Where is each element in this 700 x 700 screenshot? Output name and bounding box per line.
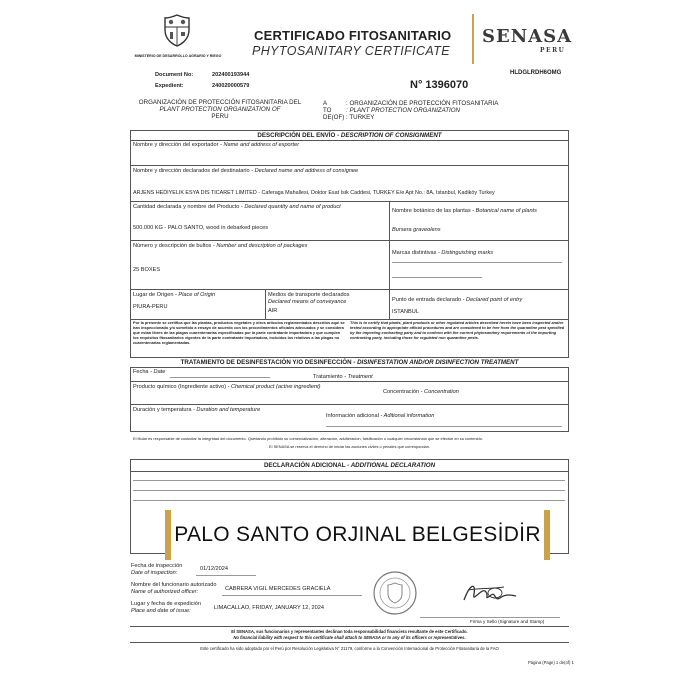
chemical-label: Producto químico (Ingrediente activo) - Chemical product (active ingredient) — [133, 384, 321, 390]
exporter-label: Nombre y dirección del exportador - Name and address of exporter — [133, 142, 300, 148]
transport-label-es: Medios de transporte declarados — [268, 292, 350, 298]
document-no-value: 202400193944 — [212, 72, 250, 78]
org-to-label: TO — [323, 107, 332, 114]
disclaimer-1: El titular es responsable de custodiar la integridad del documento. Quedando prohibido su comercialización, alteración, adulteración, falsificación o cualquier circunstancia que se efectúe en su contenido. — [133, 436, 483, 441]
inspection-date-label-es: Fecha de inspección — [131, 563, 183, 569]
officer-label-en: Name of authorized officer: — [131, 589, 199, 595]
certificate-number: N° 1396070 — [410, 79, 469, 91]
org-de-of-label: DE(OF) — [323, 114, 345, 121]
treatment-date-label: Fecha - Date — [133, 369, 166, 375]
origin-value: PIURA-PERU — [133, 304, 168, 310]
expedient-label: Expedient: — [155, 83, 184, 89]
legal-note: Este certificado ha sido adoptado por el Perú por Resolución Legislativa N° 21179, conforme a la Convención Internacional de Protección Fitosanitaria de la FAO — [200, 646, 499, 651]
consignee-label: Nombre y dirección declarados del destinatario - Declared name and address of consignee — [133, 168, 359, 174]
transport-label-en: Declared means of conveyance — [268, 299, 347, 305]
inspection-date-value: 01/12/2024 — [200, 566, 228, 572]
place-label-es: Lugar y fecha de expedición — [131, 601, 201, 607]
transport-value: AIR — [268, 308, 278, 314]
authenticity-banner — [165, 510, 550, 560]
certificate-code: HLDGLRDH6OMG — [510, 70, 562, 76]
consignment-title-es: DESCRIPCIÓN DEL ENVÍO — [257, 132, 336, 139]
origin-label: Lugar de Origen - Place of Origin — [133, 292, 216, 298]
disclaimer-2: El SENASA se reserva el derecho de iniciar las acciones civiles o penales que correspondan. — [269, 444, 430, 449]
ministry-name: MINISTERIO DE DESARROLLO AGRARIO Y RIEGO — [134, 54, 222, 58]
official-stamp-icon — [372, 568, 418, 618]
inspection-date-label-en: Date of inspection: — [131, 570, 178, 576]
org-to-es: : ORGANIZACIÓN DE PROTECCIÓN FITOSANITARIA — [346, 100, 499, 107]
place-value: LIMACALLAO, FRIDAY, JANUARY 12, 2024 — [214, 605, 324, 611]
officer-value: CABRERA VIGIL MERCEDES GRACIELA — [225, 586, 331, 592]
title-es: CERTIFICADO FITOSANITARIO — [254, 28, 452, 43]
signature-label: Firma y Sello (Signature and Stamp) — [470, 619, 545, 624]
concentration-label: Concentración - Concentration — [383, 389, 459, 395]
packages-label: Número y descripción de bultos - Number and description of packages — [133, 243, 308, 249]
consignment-title-en: - DESCRIPTION OF CONSIGNMENT — [337, 132, 442, 139]
senasa-brand: SENASA — [482, 26, 573, 47]
entry-value: ISTANBUL — [392, 309, 419, 315]
org-from-country: PERU — [211, 113, 229, 120]
peru-coat-of-arms-icon — [160, 12, 194, 48]
officer-label-es: Nombre del funcionario autorizado — [131, 582, 217, 588]
liability-en: No financial liability with respect to this certificate shall attach to SENASA or to any of its officers or representatives. — [233, 635, 466, 640]
marks-label: Marcas distintivas - Distinguishing marks — [392, 250, 494, 256]
quantity-label: Cantidad declarada y nombre del Producto - Declared quantity and name of product — [133, 204, 341, 210]
certification-text-en: This is to certify that plants, plant products or other regulated articles described herein have been inspected and/or tested according to appropriate official procedures and are considered to be free from the quarantine pest specified by the importing contracting party and to conform with the current phytosanitary requirements of the importing contracting party, including those for regulated non quarantine pests. — [350, 320, 565, 340]
duration-label: Duración y temperatura - Duration and temperature — [133, 407, 261, 413]
org-to-country: : TURKEY — [346, 114, 375, 121]
botanical-label: Nombre botánico de las plantas - Botanical name of plants — [392, 208, 537, 214]
expedient-value: 240020000579 — [212, 83, 250, 89]
org-to-en: : PLANT PROTECTION ORGANIZATION — [346, 107, 461, 114]
entry-label: Punto de entrada declarado - Declared point of entry — [392, 297, 523, 303]
additional-declaration-title: DECLARACIÓN ADICIONAL - ADDITIONAL DECLARATION — [263, 462, 436, 469]
liability-es: El SENASA, sus funcionarios y representantes declinan toda responsabilidad financiera resultante de este Certificado. — [231, 629, 468, 634]
treatment-title: TRATAMIENTO DE DESINFESTACIÓN Y/O DESINFECCIÓN - DISINFESTATION AND/OR DISINFECTION TREATMENT — [180, 359, 519, 366]
quantity-value: 500.000 KG - PALO SANTO, wood in debarked pieces — [133, 225, 269, 231]
banner-text: PALO SANTO ORJINAL BELGESİDİR — [174, 523, 541, 546]
consignment-title — [130, 132, 569, 140]
additional-info-label: Información adicional - Aditional information — [326, 413, 435, 419]
org-from-es: ORGANIZACIÓN DE PROTECCIÓN FITOSANITARIA DEL — [138, 99, 302, 106]
botanical-value: Bursera graveolens — [392, 227, 441, 233]
signature-icon — [460, 578, 520, 608]
treatment-label: Tratamiento - Treatment — [313, 374, 373, 380]
title-en: PHYTOSANITARY CERTIFICATE — [252, 44, 450, 58]
consignee-value: ARJENS HEDIYELIK ESYA DIS TICARET LIMITED - Caferaga Mahallesi, Doktor Esat Isik Caddesi, TURKEY E/e Apt No.: 8A, Istanbul, Kadiköy Turkey — [133, 190, 495, 196]
org-a-label: A — [323, 100, 328, 107]
place-label-en: Place and date of issue: — [131, 608, 191, 614]
org-from-en: PLANT PROTECTION ORGANIZATION OF — [159, 106, 281, 113]
page-label: Página (Page) 1 de(of) 1 — [528, 660, 574, 665]
senasa-logo — [472, 14, 580, 64]
packages-value: 25 BOXES — [133, 267, 161, 273]
senasa-sub: PERU — [540, 47, 566, 54]
certification-text-es: Por la presente se certifica que las plantas, productos vegetales y otros artículos reglamentados descritos aquí se han inspeccionado y/o sometido a ensayo de acuerdo con los procedimientos oficiales adecuados y se considera que están libres de las plagas cuarentenarias especificadas por la parte contratante importadora y que cumplen los requisitos fitosanitarios vigentes de la parte contratante importadora, incluidos los relativos a las plagas no cuarentenarias reglamentadas. — [133, 320, 345, 345]
document-no-label: Document No: — [155, 72, 194, 78]
